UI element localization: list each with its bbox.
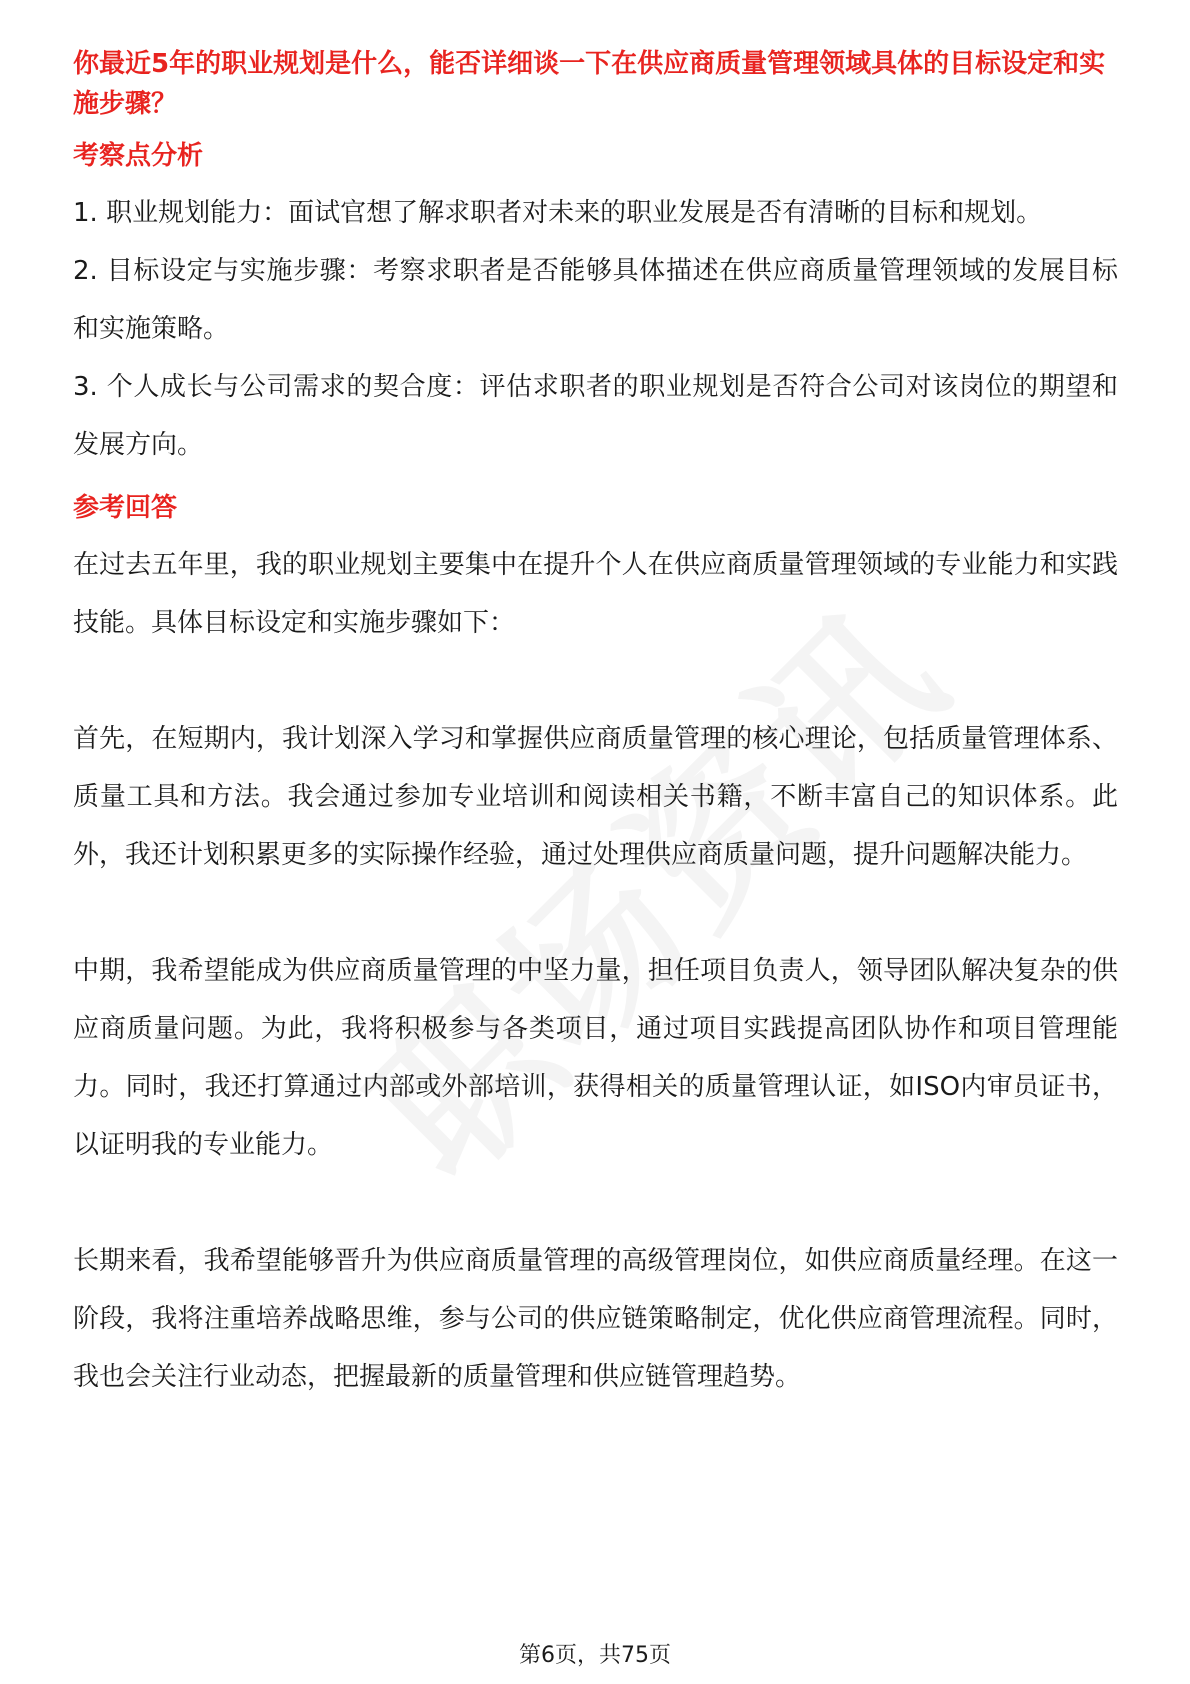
analysis-point: 3. 个人成长与公司需求的契合度：评估求职者的职业规划是否符合公司对该岗位的期望和发展方向。	[73, 372, 1118, 460]
answer-title: 参考回答	[73, 493, 178, 523]
analysis-point: 1. 职业规划能力：面试官想了解求职者对未来的职业发展是否有清晰的目标和规划。	[73, 198, 1043, 228]
analysis-point: 2. 目标设定与实施步骤：考察求职者是否能够具体描述在供应商质量管理领域的发展目标和实施策略。	[73, 256, 1118, 344]
answer-paragraph: 长期来看，我希望能够晋升为供应商质量管理的高级管理岗位，如供应商质量经理。在这一阶段，我将注重培养战略思维，参与公司的供应链策略制定，优化供应商管理流程。同时，我也会关注行业动态，把握最新的质量管理和供应链管理趋势。	[73, 1246, 1118, 1392]
answer-paragraph: 中期，我希望能成为供应商质量管理的中坚力量，担任项目负责人，领导团队解决复杂的供应商质量问题。为此，我将积极参与各类项目，通过项目实践提高团队协作和项目管理能力。同时，我还打算通过内部或外部培训，获得相关的质量管理认证，如ISO内审员证书，以证明我的专业能力。	[73, 956, 1118, 1160]
question-heading: 你最近5年的职业规划是什么，能否详细谈一下在供应商质量管理领域具体的目标设定和实施步骤？	[73, 49, 1106, 119]
answer-body	[73, 536, 1118, 1406]
document-page	[73, 44, 1118, 1406]
analysis-points	[73, 184, 1118, 474]
analysis-title: 考察点分析	[73, 141, 204, 171]
answer-paragraph: 首先，在短期内，我计划深入学习和掌握供应商质量管理的核心理论，包括质量管理体系、质量工具和方法。我会通过参加专业培训和阅读相关书籍，不断丰富自己的知识体系。此外，我还计划积累更多的实际操作经验，通过处理供应商质量问题，提升问题解决能力。	[73, 724, 1118, 870]
page-footer: 第6页，共75页	[519, 1643, 671, 1668]
answer-paragraph: 在过去五年里，我的职业规划主要集中在提升个人在供应商质量管理领域的专业能力和实践技能。具体目标设定和实施步骤如下：	[73, 550, 1118, 638]
